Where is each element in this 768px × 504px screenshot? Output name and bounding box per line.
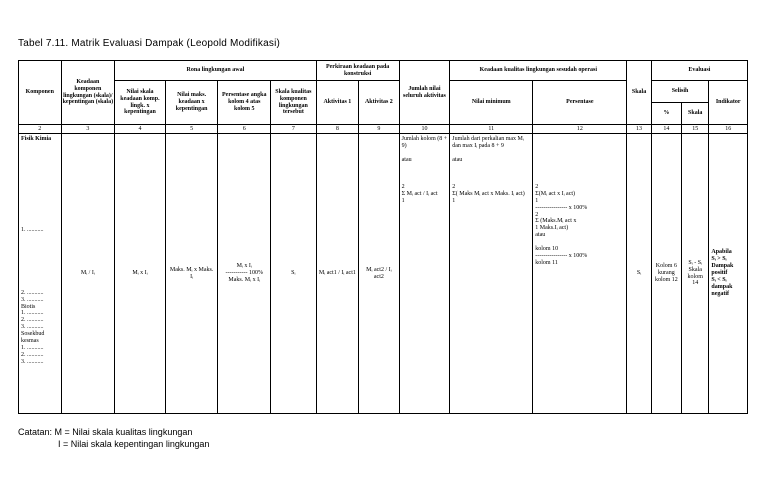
komponen-item1: 1. ........... [21, 226, 44, 233]
cell-nilai-minimum [450, 134, 533, 414]
komponen-cell [19, 134, 62, 414]
komponen-top: Fisik Kimia [21, 136, 52, 142]
cell-c5: Maks. Mᵢ x Maks. Iᵢ [169, 266, 214, 280]
header-aktivitas2: Aktivitas 2 [359, 81, 400, 125]
cell-persen [218, 134, 271, 414]
header-rona-maks: Nilai maks. keadaan x kepentingan [165, 81, 218, 125]
cell-selisih-skala [682, 134, 709, 414]
header-skala2: Skala [682, 103, 709, 125]
header-rona-persen: Persentase angka kolom 4 atas kolom 5 [218, 81, 271, 125]
header-jumlah: Jumlah nilai seluruh aktivitas [399, 61, 450, 125]
col-number: 2 [19, 125, 62, 134]
cell-skala [271, 134, 317, 414]
header-kualitas: Keadaan kualitas lingkungan sesudah operasi [450, 61, 627, 81]
header-aktivitas1: Aktivitas 1 [316, 81, 359, 125]
cell-persentase [533, 134, 627, 414]
cell-c16: Apabila Sᵢ > Sᵢ Dampak positif Sᵢ < Sᵢ dampak negatif [711, 249, 734, 297]
header-rona: Rona lingkungan awal [115, 61, 316, 81]
cell-c4: Mᵢ x Iᵢ [132, 270, 148, 277]
notes [18, 426, 209, 450]
col-number: 6 [218, 125, 271, 134]
cell-c7: Sᵢ [291, 270, 296, 277]
cell-maks [165, 134, 218, 414]
cell-c9: Mᵢ act2 / Iᵢ act2 [366, 266, 392, 280]
cell-indikator [709, 134, 748, 414]
header-skala: Skala [627, 61, 651, 125]
cell-keadaan [61, 134, 115, 414]
note-line2: I = Nilai skala kepentingan lingkungan [58, 439, 210, 449]
note-line1: Catatan: M = Nilai skala kualitas lingkungan [18, 427, 193, 437]
cell-c3: Mᵢ / Iᵢ [80, 270, 95, 277]
cell-c14: Kolom 6 kurang kolom 12 [654, 263, 678, 283]
cell-aktivitas2 [359, 134, 400, 414]
cell-c6: Mᵢ x Iᵢ ----------- 100% Maks. Mᵢ x Iᵢ [225, 263, 263, 283]
header-keadaan: Keadaan komponen lingkungan (skala)/ kepentingan (skala) [61, 61, 115, 125]
cell-nilai [115, 134, 166, 414]
col-number: 4 [115, 125, 166, 134]
header-nilai-minimum: Nilai minimum [450, 81, 533, 125]
cell-c10: Jumlah kolom (8 + 9) atau 2 Σ Mᵢ act / Iᵢ act 1 [401, 136, 448, 205]
col-number: 11 [450, 125, 533, 134]
cell-c12: 2 Σ(Mᵢ act x Iᵢ act) 1 ---------------- x 100% 2 Σ (Maks.Mᵢ act x 1 Maks.Iᵢ act) atau kolom 10 ---------------- x 100% kolom 11 [535, 184, 588, 266]
cell-jumlah [399, 134, 450, 414]
komponen-rest: 2. ........... 3. ........... Biotis 1. ........... 2. ........... 3. ........... Sosekbud kesmas 1. ........... 2. ........... 3. ........... [21, 289, 45, 365]
col-number: 7 [271, 125, 317, 134]
evaluation-matrix [18, 60, 748, 414]
cell-c15: Sᵢ - Sᵢ Skala kolom 14 [687, 259, 703, 287]
table-title: Tabel 7.11. Matrik Evaluasi Dampak (Leopold Modifikasi) [18, 38, 281, 49]
cell-selisih-pct [651, 134, 681, 414]
cell-aktivitas1 [316, 134, 359, 414]
col-number: 3 [61, 125, 115, 134]
header-selisih: Selisih [651, 81, 709, 103]
header-komponen: Komponen [19, 61, 62, 125]
col-number: 10 [399, 125, 450, 134]
col-number: 8 [316, 125, 359, 134]
header-indikator: Indikator [709, 81, 748, 125]
header-rona-skala: Skala kualitas komponen lingkungan tersebut [271, 81, 317, 125]
col-number: 15 [682, 125, 709, 134]
header-perkiraan: Perkiraan keadaan pada konstruksi [316, 61, 399, 81]
col-number: 16 [709, 125, 748, 134]
cell-skala-13 [627, 134, 651, 414]
header-evaluasi: Evaluasi [651, 61, 747, 81]
col-number: 9 [359, 125, 400, 134]
col-number: 14 [651, 125, 681, 134]
col-number: 13 [627, 125, 651, 134]
header-persentase: Persentase [533, 81, 627, 125]
cell-c11: Jumlah dari perkalian max Mᵢ dan max Iᵢ pada 8 + 9 atau 2 Σ( Maks Mᵢ act x Maks. Iᵢ act) 1 [452, 136, 525, 205]
cell-c13: Sᵢ [636, 270, 642, 277]
header-rona-nilai: Nilai skala keadaan komp. lingk. x kepentingan [115, 81, 166, 125]
col-number: 5 [165, 125, 218, 134]
col-number: 12 [533, 125, 627, 134]
header-pct: % [651, 103, 681, 125]
cell-c8: Mᵢ act1 / Iᵢ act1 [318, 270, 356, 277]
